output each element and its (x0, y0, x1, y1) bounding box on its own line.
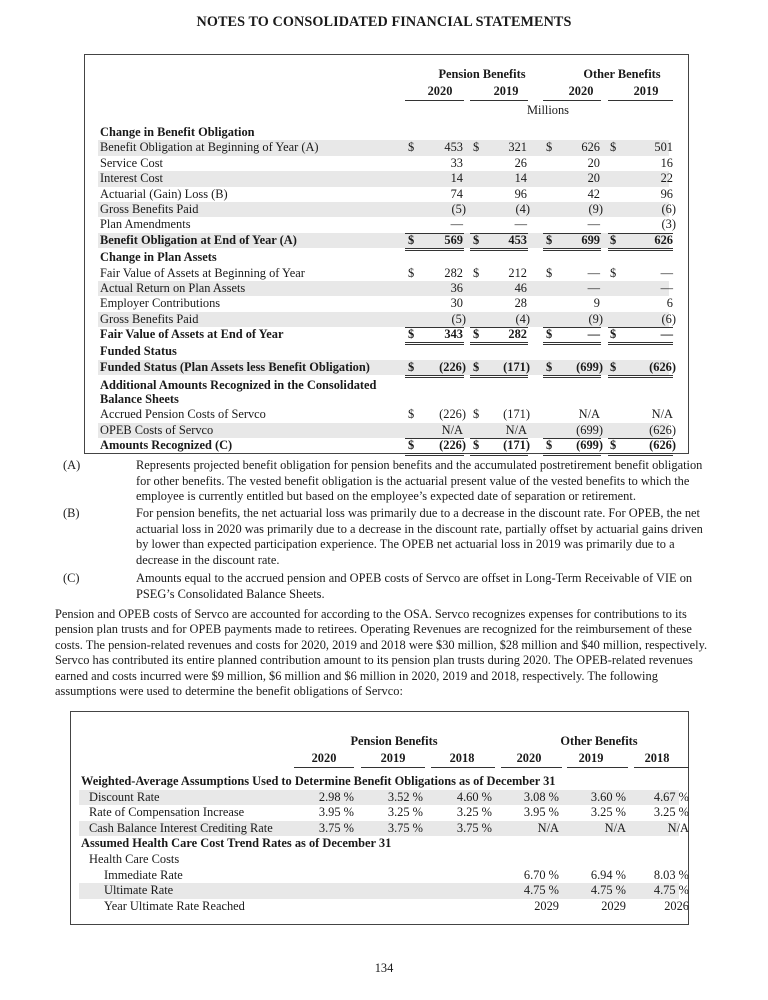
single-overline (405, 327, 464, 328)
dollar-sign: $ (546, 327, 553, 342)
cell-value: 4.67 % (653, 789, 689, 804)
row-label: Rate of Compensation Increase (89, 805, 245, 820)
cell-value: 501 (654, 140, 673, 155)
cell-value: 3.25 % (653, 805, 689, 820)
cell-value: (171) (503, 438, 530, 453)
row-label: Cash Balance Interest Crediting Rate (89, 820, 273, 835)
dollar-sign: $ (408, 140, 415, 155)
year-header: 2018 (449, 751, 475, 765)
dollar-sign: $ (610, 438, 617, 453)
cell-value: 453 (508, 232, 527, 247)
cell-value: 321 (508, 140, 527, 155)
year-header: 2018 (644, 751, 670, 765)
section-label: Assumed Health Care Cost Trend Rates as of December 31 (81, 836, 392, 851)
single-overline (608, 233, 673, 234)
table-header (79, 734, 679, 774)
table-row (98, 232, 673, 248)
single-overline (405, 233, 464, 234)
cell-value: 282 (444, 265, 463, 280)
cell-value: (626) (649, 422, 676, 437)
header-rule (361, 767, 425, 768)
cell-value: (171) (503, 359, 530, 374)
cell-value: (9) (588, 311, 603, 326)
table-row (98, 217, 676, 232)
cell-value: (3) (661, 217, 676, 232)
table-row (98, 201, 676, 217)
cell-value: — (587, 280, 600, 295)
section-header-row (98, 250, 669, 265)
cell-value: 96 (514, 186, 527, 201)
cell-value: 26 (514, 155, 527, 170)
cell-value: — (587, 327, 600, 342)
benefit-obligation-table-box (84, 54, 689, 454)
single-overline (543, 327, 601, 328)
cell-value: 3.08 % (523, 789, 559, 804)
dollar-sign: $ (408, 438, 415, 453)
table-row (79, 898, 689, 915)
dollar-sign: $ (610, 232, 617, 247)
cell-value: 3.75 % (318, 820, 354, 835)
table-row (98, 422, 676, 438)
cell-value: 42 (587, 186, 600, 201)
year-header: 2019 (633, 84, 659, 98)
cell-value: N/A (651, 407, 673, 422)
cell-value: 3.60 % (590, 789, 626, 804)
footnote-text: For pension benefits, the net actuarial loss was primarily due to a decrease in the discount rate. For OPEB, the net actuarial loss in 2020 was primarily due to a decrease in the discount rate, partially offset by actuarial gains driven by lower than expected participation experience. The OPEB net actuarial loss in 2019 was primarily due to a decrease in the discount rate. (136, 506, 703, 567)
table-row (79, 805, 689, 821)
cell-value: (9) (588, 201, 603, 216)
year-header: 2019 (493, 84, 519, 98)
cell-value: 453 (444, 140, 463, 155)
cell-value: 36 (450, 280, 463, 295)
group-header-pension: Pension Benefits (350, 734, 438, 748)
year-header: 2020 (516, 751, 542, 765)
cell-value: (699) (576, 438, 603, 453)
dollar-sign: $ (408, 327, 415, 342)
cell-value: (5) (451, 201, 466, 216)
double-underline (405, 453, 464, 456)
cell-value: 9 (593, 296, 600, 311)
cell-value: — (514, 217, 527, 232)
year-header: 2020 (427, 84, 453, 98)
year-header: 2019 (380, 751, 406, 765)
table-header (98, 67, 669, 125)
table-row (98, 265, 673, 281)
cell-value: — (587, 265, 600, 280)
cell-value: (226) (439, 407, 466, 422)
dollar-sign: $ (546, 359, 553, 374)
cell-value: 343 (444, 327, 463, 342)
table-row (98, 327, 673, 342)
cell-value: 2029 (601, 898, 626, 913)
cell-value: 626 (654, 232, 673, 247)
cell-value: (6) (661, 311, 676, 326)
assumptions-table (79, 734, 689, 914)
row-label: Plan Amendments (100, 217, 191, 232)
table-row (98, 280, 673, 296)
cell-value: 20 (587, 171, 600, 186)
table-row (98, 438, 676, 453)
row-label: Fair Value of Assets at End of Year (100, 327, 284, 342)
table-row (98, 311, 676, 327)
cell-value: 8.03 % (653, 867, 689, 882)
dollar-sign: $ (473, 265, 480, 280)
header-rule (608, 100, 673, 101)
row-label: Discount Rate (89, 789, 160, 804)
dollar-sign: $ (473, 407, 480, 422)
section-label: Change in Plan Assets (100, 250, 217, 265)
section-label: Balance Sheets (100, 392, 179, 407)
row-label: Employer Contributions (100, 296, 221, 311)
single-overline (470, 233, 528, 234)
cell-value: (626) (649, 359, 676, 374)
section-label: Additional Amounts Recognized in the Consolidated (100, 378, 377, 393)
cell-value: 6.70 % (523, 867, 559, 882)
cell-value: 699 (581, 232, 600, 247)
cell-value: N/A (667, 820, 689, 835)
table-body (98, 125, 676, 453)
group-header-pension: Pension Benefits (438, 67, 526, 81)
row-label: Ultimate Rate (104, 883, 174, 898)
single-overline (608, 438, 673, 439)
dollar-sign: $ (408, 265, 415, 280)
group-header-other: Other Benefits (560, 734, 638, 748)
dollar-sign: $ (473, 232, 480, 247)
cell-value: (6) (661, 201, 676, 216)
group-header-other: Other Benefits (583, 67, 661, 81)
double-underline (470, 453, 528, 456)
cell-value: (5) (451, 311, 466, 326)
cell-value: 569 (444, 232, 463, 247)
cell-value: (4) (515, 311, 530, 326)
cell-value: 3.52 % (387, 789, 423, 804)
cell-value: — (660, 327, 673, 342)
section-header-row (79, 774, 679, 790)
cell-value: N/A (505, 422, 527, 437)
cell-value: (699) (576, 359, 603, 374)
row-label: Fair Value of Assets at Beginning of Year (100, 265, 305, 280)
section-label: Funded Status (100, 344, 177, 359)
cell-value: — (660, 280, 673, 295)
cell-value: 3.75 % (456, 820, 492, 835)
cell-value: 22 (660, 171, 673, 186)
cell-value: N/A (537, 820, 559, 835)
section-label: Change in Benefit Obligation (100, 125, 255, 139)
row-label: Interest Cost (100, 171, 163, 186)
dollar-sign: $ (610, 140, 617, 155)
page-title: NOTES TO CONSOLIDATED FINANCIAL STATEMENTS (196, 14, 572, 30)
section-header-row (79, 836, 679, 852)
row-label: Benefit Obligation at End of Year (A) (100, 232, 297, 247)
row-label: Immediate Rate (104, 867, 183, 882)
page-number: 134 (374, 961, 394, 975)
units-label: Millions (527, 103, 569, 117)
cell-value: N/A (441, 422, 463, 437)
cell-value: 30 (450, 296, 463, 311)
single-overline (543, 233, 601, 234)
section-label: Weighted-Average Assumptions Used to Determine Benefit Obligations as of December 31 (81, 774, 556, 788)
table-row (98, 186, 673, 202)
table-body (79, 774, 689, 914)
footnote-key: (B) (63, 506, 80, 520)
table-row (98, 359, 676, 375)
footnote-text: Represents projected benefit obligation for pension benefits and the accumulated postretirement benefit obligation for other benefits. The vested benefit obligation is the actuarial present value of the vested benefits to which the employee is currently entitled but based on the employee’s expected date of separation or retirement. (136, 458, 703, 504)
double-underline (608, 453, 673, 456)
benefit-obligation-table (98, 67, 676, 455)
row-label: Funded Status (Plan Assets less Benefit Obligation) (100, 359, 370, 374)
cell-value: 3.95 % (523, 805, 559, 820)
dollar-sign: $ (546, 438, 553, 453)
row-label: Actual Return on Plan Assets (100, 280, 246, 295)
header-rule (470, 100, 528, 101)
dollar-sign: $ (610, 265, 617, 280)
single-overline (608, 327, 673, 328)
body-paragraph: Pension and OPEB costs of Servco are accounted for according to the OSA. Servco recognizes expenses for contributions to its pension plan trusts and for OPEB payments made to retirees. Operating Revenues are recognized for the reimbursement of these costs. The pension-related revenues and costs for 2020, 2019 and 2018 were $30 million, $28 million and $40 million, respectively. Servco has contributed its entire planned contribution amount to its pension plan trusts during 2020. The OPEB-related revenues earned and costs incurred were $9 million, $6 million and $6 million in 2020, 2019 and 2018, respectively. The following assumptions were used to determine the benefit obligations of Servco: (55, 607, 708, 699)
cell-value: 46 (514, 280, 527, 295)
cell-value: 2.98 % (318, 789, 354, 804)
cell-value: 14 (450, 171, 463, 186)
cell-value: 3.75 % (387, 820, 423, 835)
assumptions-table-box (70, 711, 689, 925)
cell-value: (626) (649, 438, 676, 453)
header-rule (567, 767, 628, 768)
section-header-row (98, 344, 669, 359)
row-label: Benefit Obligation at Beginning of Year (A) (100, 140, 319, 155)
subheader-row (79, 852, 679, 868)
cell-value: — (587, 217, 600, 232)
row-label: Health Care Costs (89, 851, 180, 866)
row-label: Amounts Recognized (C) (100, 438, 233, 453)
single-overline (405, 438, 464, 439)
cell-value: 3.95 % (318, 805, 354, 820)
cell-value: (171) (503, 407, 530, 422)
cell-value: 33 (450, 155, 463, 170)
cell-value: (699) (576, 422, 603, 437)
single-overline (470, 327, 528, 328)
cell-value: 2029 (534, 898, 559, 913)
table-row (98, 155, 673, 171)
header-rule (405, 100, 464, 101)
dollar-sign: $ (408, 407, 415, 422)
table-row (98, 171, 673, 186)
single-overline (470, 438, 528, 439)
year-header: 2019 (578, 751, 604, 765)
header-rule (543, 100, 601, 101)
section-header-row (98, 377, 669, 407)
cell-value: 2026 (664, 898, 689, 913)
row-label: Service Cost (100, 155, 163, 170)
cell-value: 4.75 % (653, 883, 689, 898)
cell-value: (4) (515, 201, 530, 216)
dollar-sign: $ (610, 327, 617, 342)
double-underline (543, 453, 601, 456)
table-row (79, 820, 689, 837)
cell-value: 6.94 % (590, 867, 626, 882)
cell-value: 4.75 % (523, 883, 559, 898)
table-row (98, 296, 673, 311)
cell-value: 96 (660, 186, 673, 201)
cell-value: 4.60 % (456, 789, 492, 804)
cell-value: 4.75 % (590, 883, 626, 898)
dollar-sign: $ (473, 438, 480, 453)
cell-value: 20 (587, 155, 600, 170)
table-row (79, 789, 689, 806)
row-label: Year Ultimate Rate Reached (104, 898, 245, 913)
header-rule (501, 767, 562, 768)
cell-value: 14 (514, 171, 527, 186)
dollar-sign: $ (473, 359, 480, 374)
header-rule (294, 767, 354, 768)
dollar-sign: $ (546, 232, 553, 247)
dollar-sign: $ (473, 140, 480, 155)
footnote-key: (A) (63, 458, 81, 472)
row-label: OPEB Costs of Servco (100, 422, 214, 437)
row-label: Actuarial (Gain) Loss (B) (100, 186, 228, 201)
header-rule (431, 767, 495, 768)
footnote-key: (C) (63, 571, 80, 585)
table-row (98, 140, 673, 155)
cell-value: 626 (581, 140, 600, 155)
cell-value: (226) (439, 359, 466, 374)
cell-value: 212 (508, 265, 527, 280)
cell-value: 74 (450, 186, 463, 201)
row-label: Gross Benefits Paid (100, 311, 199, 326)
cell-value: (226) (439, 438, 466, 453)
footnote-text: Amounts equal to the accrued pension and OPEB costs of Servco are offset in Long-Term Receivable of VIE on PSEG’s Consolidated Balance Sheets. (136, 571, 693, 601)
row-label: Gross Benefits Paid (100, 201, 199, 216)
cell-value: 6 (666, 296, 673, 311)
section-header-row (98, 125, 669, 140)
cell-value: 3.25 % (590, 805, 626, 820)
row-label: Accrued Pension Costs of Servco (100, 407, 266, 422)
table-row (79, 883, 689, 899)
single-overline (543, 438, 601, 439)
cell-value: 28 (514, 296, 527, 311)
cell-value: 3.25 % (387, 805, 423, 820)
cell-value: 16 (660, 155, 673, 170)
table-row (98, 407, 673, 422)
cell-value: N/A (604, 820, 626, 835)
cell-value: 282 (508, 327, 527, 342)
cell-value: — (450, 217, 463, 232)
cell-value: N/A (578, 407, 600, 422)
table-row (79, 867, 689, 884)
dollar-sign: $ (546, 265, 553, 280)
dollar-sign: $ (473, 327, 480, 342)
cell-value: — (660, 265, 673, 280)
year-header: 2020 (568, 84, 594, 98)
dollar-sign: $ (546, 140, 553, 155)
dollar-sign: $ (610, 359, 617, 374)
cell-value: 3.25 % (456, 805, 492, 820)
year-header: 2020 (311, 751, 337, 765)
dollar-sign: $ (408, 359, 415, 374)
dollar-sign: $ (408, 232, 415, 247)
header-rule (634, 767, 689, 768)
